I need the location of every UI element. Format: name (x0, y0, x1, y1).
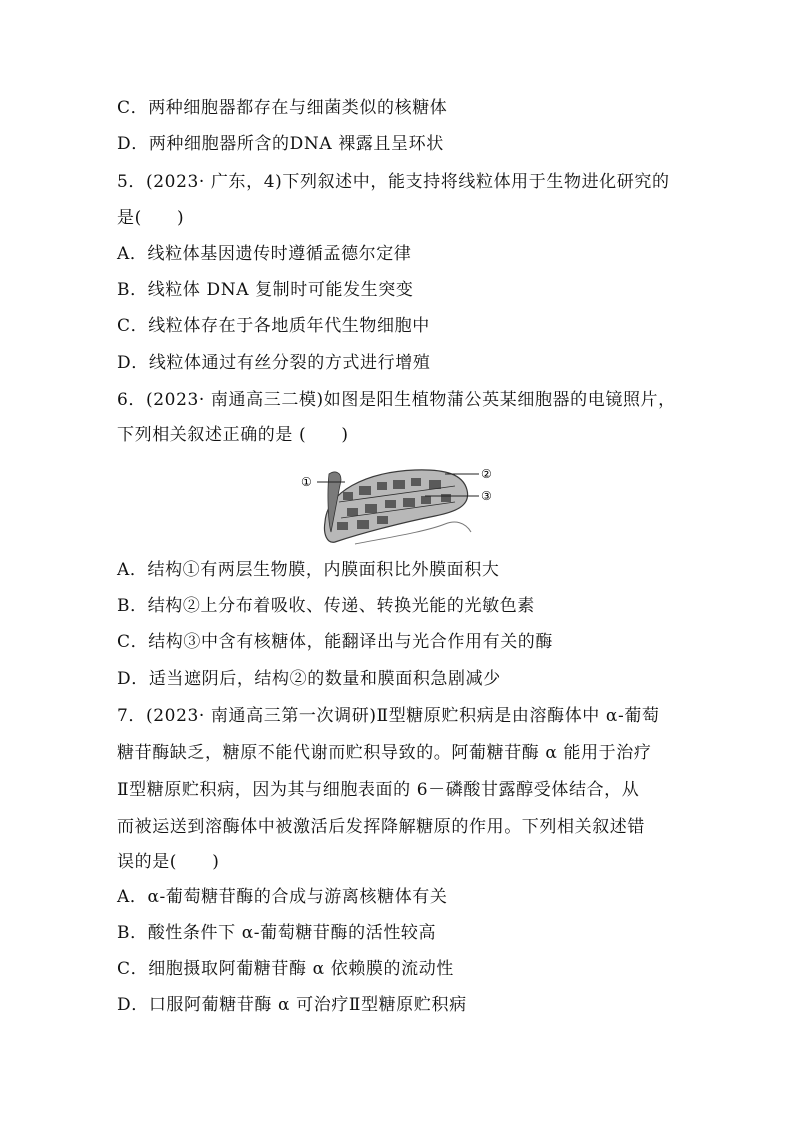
q4-option-c: C．两种细胞器都存在与细菌类似的核糖体 (117, 98, 448, 118)
q4-option-d: D．两种细胞器所含的DNA 裸露且呈环状 (117, 134, 444, 154)
q7-option-b: B．酸性条件下 α-葡萄糖苷酶的活性较高 (117, 923, 437, 943)
q7-stem-line-1: 7．(2023· 南通高三第一次调研)Ⅱ型糖原贮积病是由溶酶体中 α-葡萄 (117, 706, 660, 726)
q7-stem-line-3: Ⅱ型糖原贮积病，因为其与细胞表面的 6－磷酸甘露醇受体结合，从 (117, 780, 640, 800)
figure-label-1: ① (301, 475, 312, 489)
q6-option-c: C．结构③中含有核糖体，能翻译出与光合作用有关的酶 (117, 632, 554, 652)
q7-stem-line-4: 而被运送到溶酶体中被激活后发挥降解糖原的作用。下列相关叙述错 (117, 817, 645, 837)
q5-stem-line-1: 5．(2023· 广东，4)下列叙述中，能支持将线粒体用于生物进化研究的 (117, 172, 670, 192)
q6-stem-line-2: 下列相关叙述正确的是 ( ) (117, 425, 349, 445)
q7-option-a: A．α-葡萄糖苷酶的合成与游离核糖体有关 (117, 887, 448, 907)
q5-option-a: A．线粒体基因遗传时遵循孟德尔定律 (117, 244, 412, 264)
q7-option-d: D．口服阿葡糖苷酶 α 可治疗Ⅱ型糖原贮积病 (117, 995, 467, 1015)
q5-option-c: C．线粒体存在于各地质年代生物细胞中 (117, 316, 430, 336)
q7-option-c: C．细胞摄取阿葡糖苷酶 α 依赖膜的流动性 (117, 959, 454, 979)
q7-stem-line-5: 误的是( ) (117, 852, 220, 872)
q6-option-a: A．结构①有两层生物膜，内膜面积比外膜面积大 (117, 560, 500, 580)
q6-option-b: B．结构②上分布着吸收、传递、转换光能的光敏色素 (117, 596, 535, 616)
q6-option-d: D．适当遮阴后，结构②的数量和膜面积急剧减少 (117, 669, 501, 689)
q7-stem-line-2: 糖苷酶缺乏，糖原不能代谢而贮积导致的。阿葡糖苷酶 α 能用于治疗 (117, 743, 652, 763)
q5-stem-line-2: 是( ) (117, 208, 185, 228)
chloroplast-micrograph-image (295, 462, 505, 546)
figure-label-3: ③ (481, 489, 492, 503)
figure-label-2: ② (481, 467, 492, 481)
chloroplast-micrograph (295, 462, 505, 546)
q5-option-d: D．线粒体通过有丝分裂的方式进行增殖 (117, 353, 431, 373)
q5-option-b: B．线粒体 DNA 复制时可能发生突变 (117, 280, 414, 300)
q6-stem-line-1: 6．(2023· 南通高三二模)如图是阳生植物蒲公英某细胞器的电镜照片， (117, 390, 676, 410)
